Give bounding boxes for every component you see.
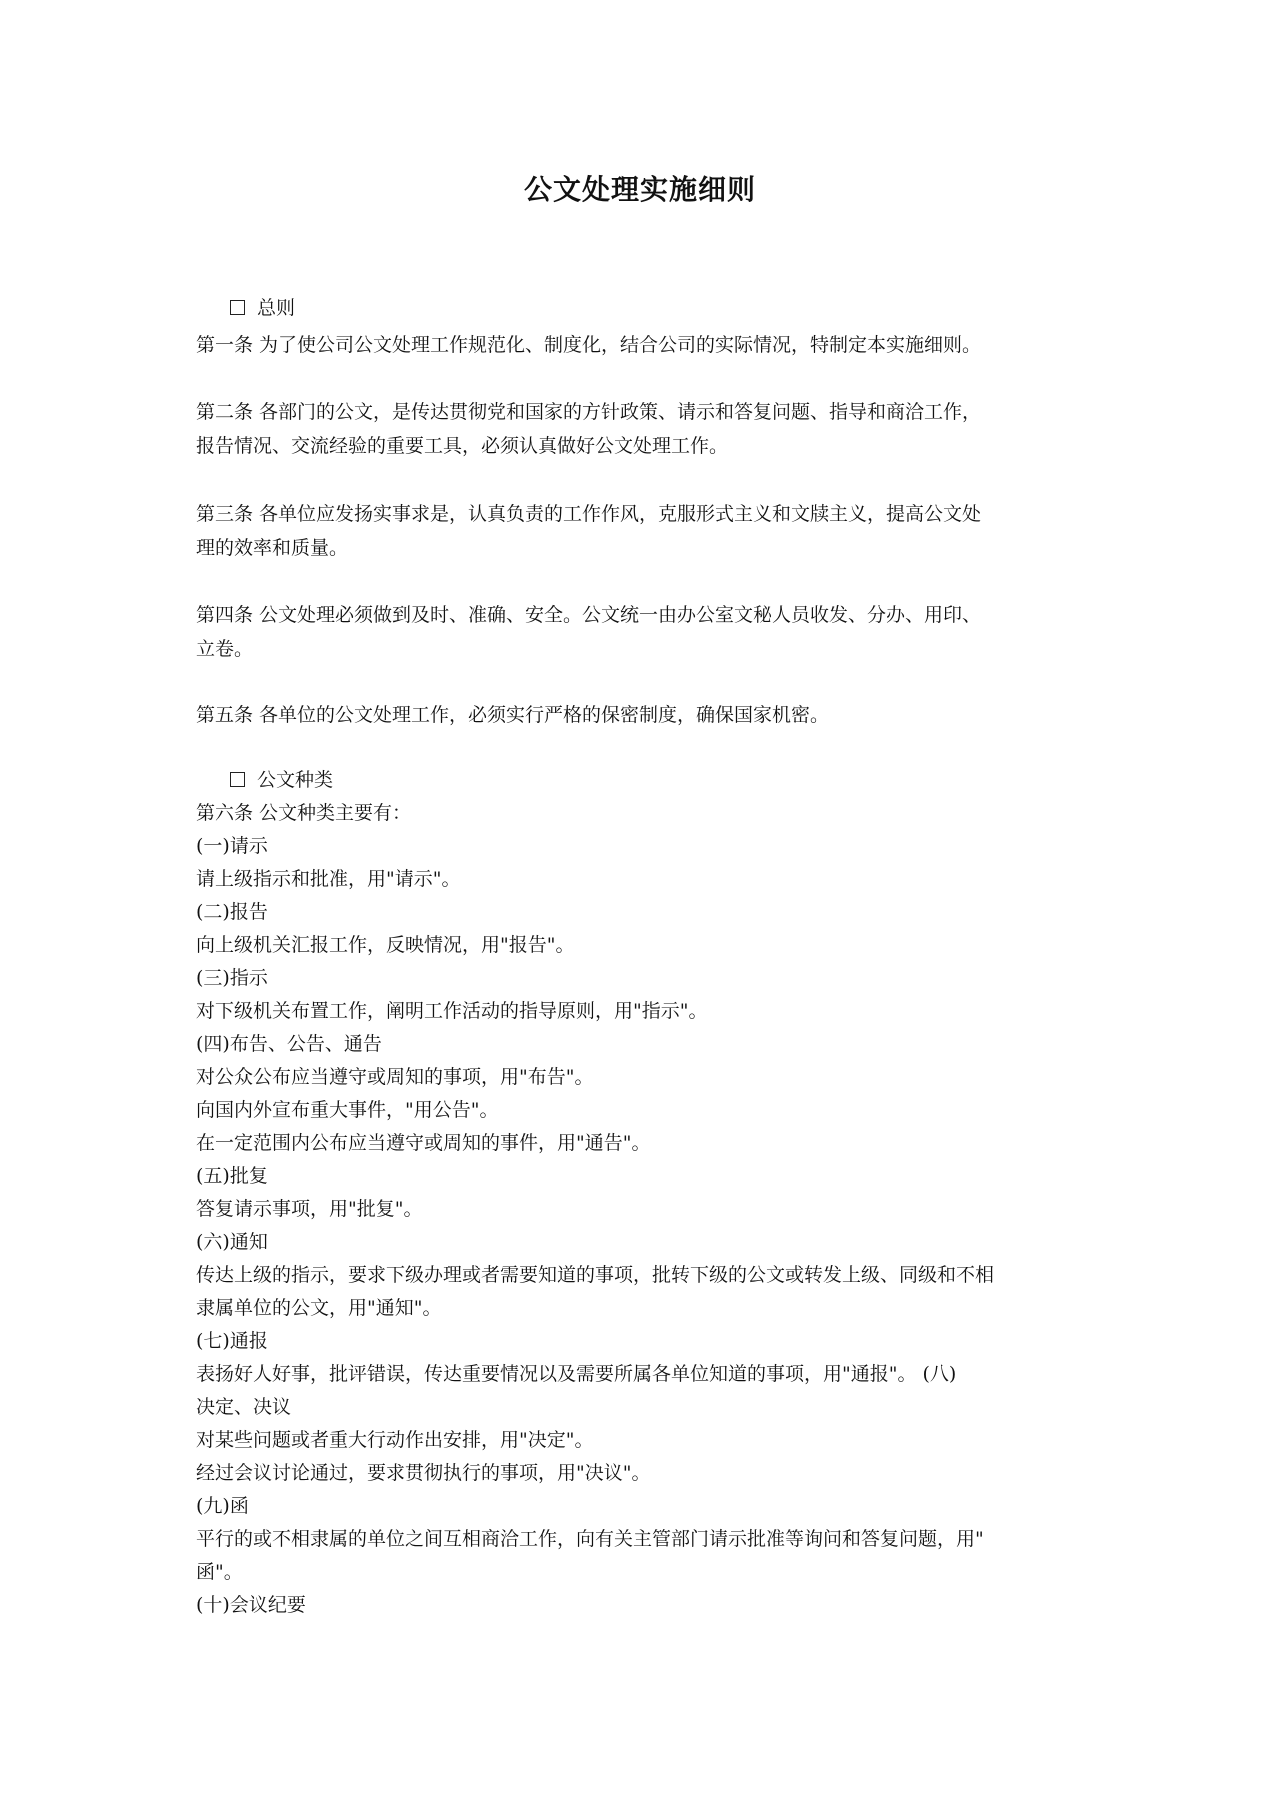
text-line: (二)报告: [196, 901, 268, 923]
text-line: (六)通知: [196, 1231, 268, 1253]
text-line: (五)批复: [196, 1165, 268, 1187]
text-line: (十)会议纪要: [196, 1594, 306, 1616]
text-line: (三)指示: [196, 967, 268, 989]
text-line: 第六条 公文种类主要有：: [196, 802, 412, 824]
text-line: (七)通报: [196, 1330, 268, 1352]
text-line: 报告情况、交流经验的重要工具，必须认真做好公文处理工作。: [196, 435, 729, 457]
text-line: (四)布告、公告、通告: [196, 1033, 382, 1055]
checkbox-icon: [230, 300, 245, 315]
section-heading-general: 总则: [230, 296, 295, 320]
text-line: 在一定范围内公布应当遵守或周知的事件，用"通告"。: [196, 1132, 651, 1154]
checkbox-icon: [230, 772, 245, 787]
text-line: 第四条 公文处理必须做到及时、准确、安全。公文统一由办公室文秘人员收发、分办、用印、: [196, 604, 982, 626]
text-line: 对公众公布应当遵守或周知的事项，用"布告"。: [196, 1066, 594, 1088]
text-line: 决定、决议: [196, 1396, 292, 1418]
text-line: (九)函: [196, 1495, 249, 1517]
text-line: 第五条 各单位的公文处理工作，必须实行严格的保密制度，确保国家机密。: [196, 704, 830, 726]
text-line: 对下级机关布置工作，阐明工作活动的指导原则，用"指示"。: [196, 1000, 708, 1022]
text-line: 隶属单位的公文，用"通知"。: [196, 1297, 442, 1319]
text-line: 向上级机关汇报工作，反映情况，用"报告"。: [196, 934, 575, 956]
text-line: 表扬好人好事，批评错误，传达重要情况以及需要所属各单位知道的事项，用"通报"。 (八): [196, 1363, 957, 1385]
text-line: 第二条 各部门的公文，是传达贯彻党和国家的方针政策、请示和答复问题、指导和商洽工作，: [196, 401, 982, 423]
text-line: 请上级指示和批准，用"请示"。: [196, 868, 461, 890]
text-line: 答复请示事项，用"批复"。: [196, 1198, 423, 1220]
text-line: 函"。: [196, 1561, 243, 1583]
document-title: 公文处理实施细则: [523, 173, 756, 206]
section-heading-types: 公文种类: [230, 768, 333, 792]
text-line: 向国内外宣布重大事件，"用公告"。: [196, 1099, 499, 1121]
text-line: 第一条 为了使公司公文处理工作规范化、制度化，结合公司的实际情况，特制定本实施细则。: [196, 334, 982, 356]
text-line: 立卷。: [196, 638, 254, 660]
text-line: 经过会议讨论通过，要求贯彻执行的事项，用"决议"。: [196, 1462, 651, 1484]
text-line: 第三条 各单位应发扬实事求是，认真负责的工作作风，克服形式主义和文牍主义，提高公文处: [196, 503, 982, 525]
text-line: 传达上级的指示，要求下级办理或者需要知道的事项，批转下级的公文或转发上级、同级和不相: [196, 1264, 995, 1286]
text-line: (一)请示: [196, 835, 268, 857]
text-line: 对某些问题或者重大行动作出安排，用"决定"。: [196, 1429, 594, 1451]
text-line: 平行的或不相隶属的单位之间互相商洽工作，向有关主管部门请示批准等询问和答复问题，用": [196, 1528, 984, 1550]
text-line: 理的效率和质量。: [196, 537, 349, 559]
